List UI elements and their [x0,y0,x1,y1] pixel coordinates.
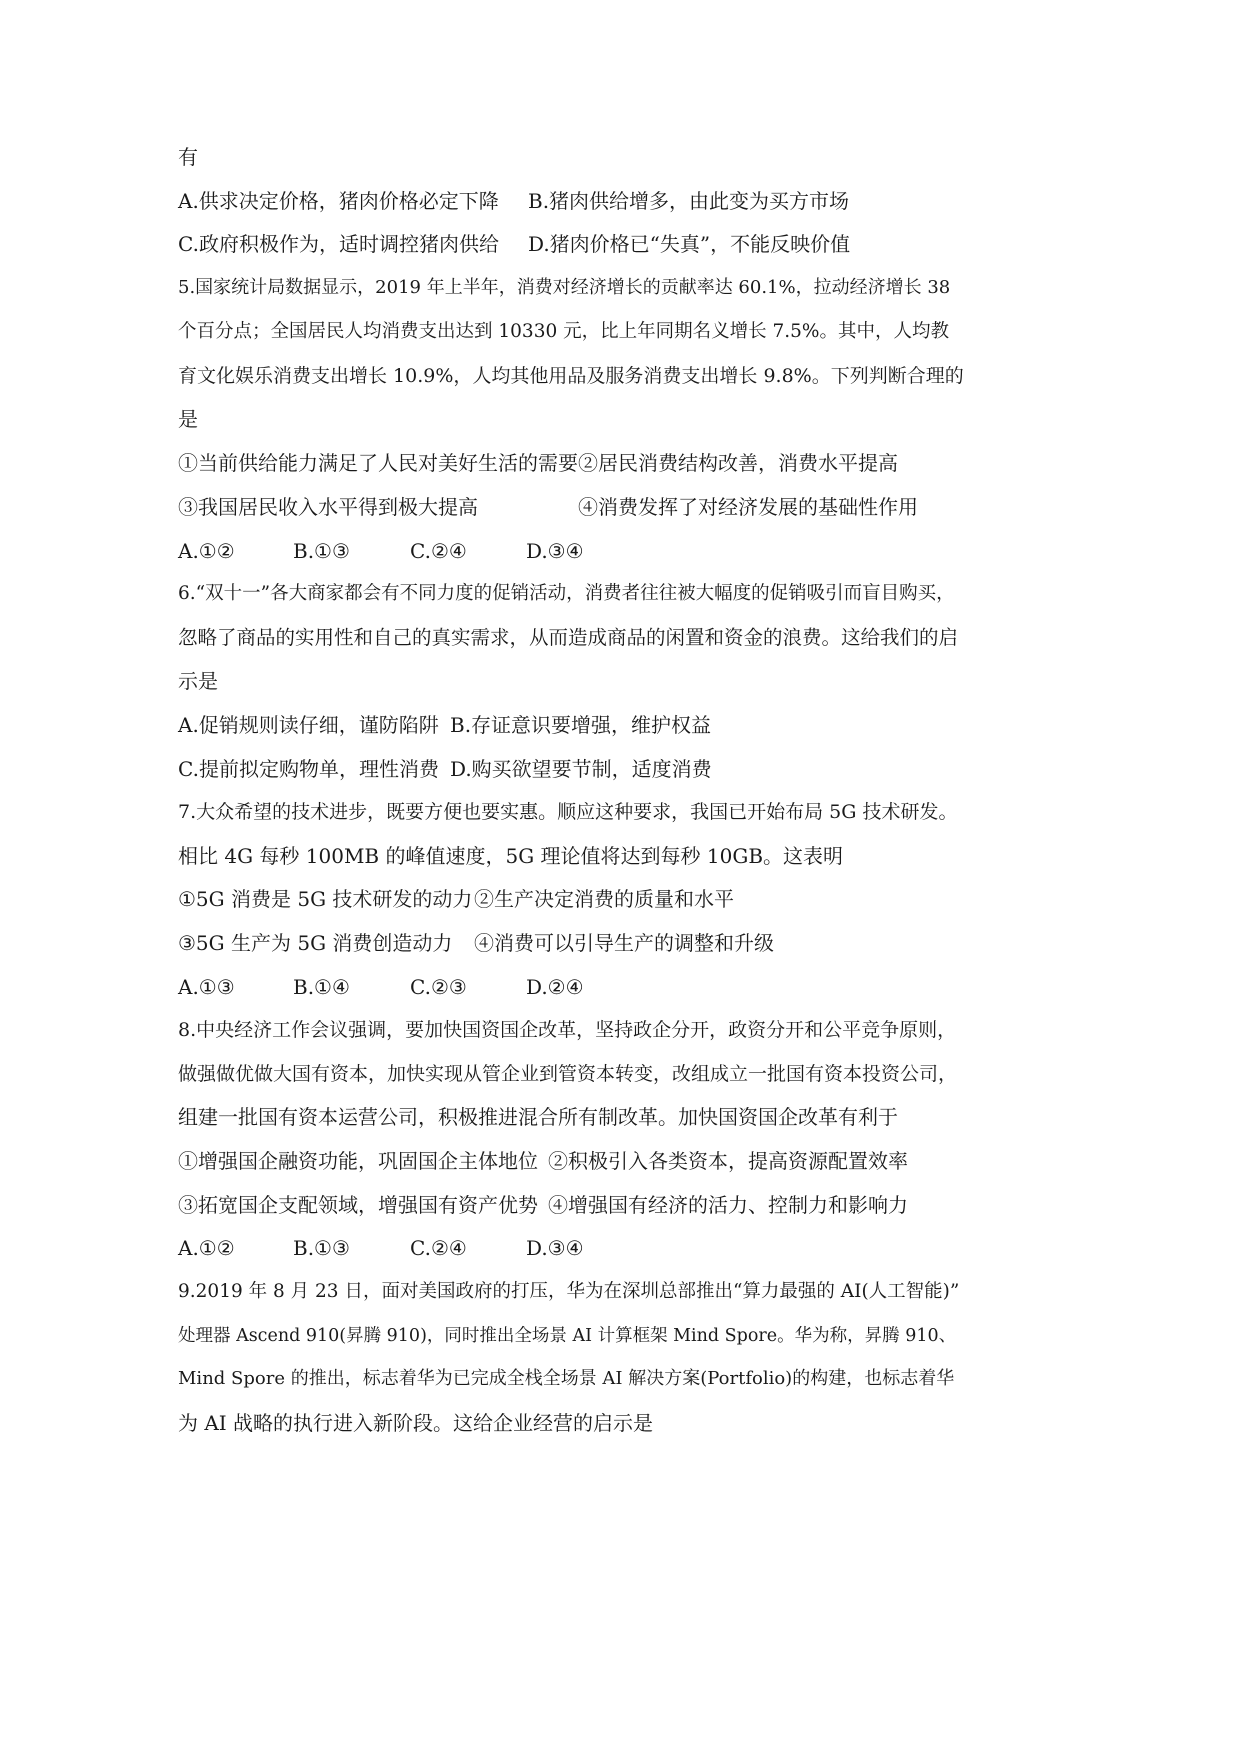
q6-stem-line-3: 示是 [178,669,218,693]
q5-answer-a: A.①② [178,539,235,563]
q4-option-a: A.供求决定价格，猪肉价格必定下降 [178,189,499,213]
q5-answer-d: D.③④ [526,539,584,563]
q5-stem-line-2: 个百分点；全国居民人均消费支出达到 10330 元，比上年同期名义增长 7.5%。其中，人均教 [178,321,949,342]
q8-statement-2: ②积极引入各类资本，提高资源配置效率 [548,1149,908,1173]
q8-stem-line-2: 做强做优做大国有资本，加快实现从管企业到管资本转变，改组成立一批国有资本投资公司， [178,1063,958,1085]
q8-answer-a: A.①② [178,1236,235,1260]
q5-statement-3: ③我国居民收入水平得到极大提高 [178,495,478,519]
q8-stem-line-1: 8.中央经济工作会议强调，要加快国资国企改革，坚持政企分开，政资分开和公平竞争原则， [178,1019,957,1041]
q7-answer-c: C.②③ [410,975,467,999]
q6-stem-line-1: 6.“双十一”各大商家都会有不同力度的促销活动，消费者往往被大幅度的促销吸引而盲目购买， [178,583,955,604]
q7-stem-line-2: 相比 4G 每秒 100MB 的峰值速度，5G 理论值将达到每秒 10GB。这表明 [178,844,844,868]
q5-statement-4: ④消费发挥了对经济发展的基础性作用 [578,495,918,519]
q9-stem-line-2: 处理器 Ascend 910(昇腾 910)，同时推出全场景 AI 计算框架 Mind Spore。华为称，昇腾 910、 [178,1326,957,1346]
q5-answer-c: C.②④ [410,539,467,563]
q9-stem-line-3: Mind Spore 的推出，标志着华为已完成全栈全场景 AI 解决方案(Portfolio)的构建，也标志着华 [178,1368,955,1389]
q9-stem-line-1: 9.2019 年 8 月 23 日，面对美国政府的打压，华为在深圳总部推出“算力最强的 AI(人工智能)” [178,1281,960,1302]
q9-stem-line-4: 为 AI 战略的执行进入新阶段。这给企业经营的启示是 [178,1411,654,1435]
q6-option-d: D.购买欲望要节制，适度消费 [450,757,712,781]
q7-stem-line-1: 7.大众希望的技术进步，既要方便也要实惠。顺应这种要求，我国已开始布局 5G 技术研发。 [178,801,958,823]
q5-stem-line-3: 育文化娱乐消费支出增长 10.9%，人均其他用品及服务消费支出增长 9.8%。下列判断合理的 [178,365,964,387]
q8-statement-1: ①增强国企融资功能，巩固国企主体地位 [178,1149,538,1173]
q6-option-a: A.促销规则读仔细，谨防陷阱 [178,713,439,737]
q8-statement-3: ③拓宽国企支配领域，增强国有资产优势 [178,1193,538,1217]
q7-answer-a: A.①③ [178,975,235,999]
q4-stem-tail: 有 [178,145,198,169]
q5-statement-2: ②居民消费结构改善，消费水平提高 [578,451,898,475]
q7-answer-b: B.①④ [293,975,350,999]
q8-answer-d: D.③④ [526,1236,584,1260]
q5-stem-line-1: 5.国家统计局数据显示，2019 年上半年，消费对经济增长的贡献率达 60.1%，拉动经济增长 38 [178,277,951,298]
q5-answer-b: B.①③ [293,539,350,563]
q8-statement-4: ④增强国有经济的活力、控制力和影响力 [548,1193,908,1217]
q8-stem-line-3: 组建一批国有资本运营公司，积极推进混合所有制改革。加快国资国企改革有利于 [178,1105,898,1129]
q7-statement-3: ③5G 生产为 5G 消费创造动力 [178,931,453,955]
q4-option-c: C.政府积极作为，适时调控猪肉供给 [178,232,499,256]
q8-answer-c: C.②④ [410,1236,467,1260]
q4-option-d: D.猪肉价格已“失真”，不能反映价值 [528,232,851,256]
q5-statement-1: ①当前供给能力满足了人民对美好生活的需要 [178,451,578,475]
q7-answer-d: D.②④ [526,975,584,999]
q5-stem-line-4: 是 [178,407,198,431]
q7-statement-1: ①5G 消费是 5G 技术研发的动力 [178,887,473,911]
q7-statement-4: ④消费可以引导生产的调整和升级 [474,931,774,955]
q6-option-b: B.存证意识要增强，维护权益 [450,713,712,737]
q4-option-b: B.猪肉供给增多，由此变为买方市场 [528,189,850,213]
q8-answer-b: B.①③ [293,1236,350,1260]
q7-statement-2: ②生产决定消费的质量和水平 [474,887,734,911]
q6-stem-line-2: 忽略了商品的实用性和自己的真实需求，从而造成商品的闲置和资金的浪费。这给我们的启 [178,626,959,649]
q6-option-c: C.提前拟定购物单，理性消费 [178,757,439,781]
